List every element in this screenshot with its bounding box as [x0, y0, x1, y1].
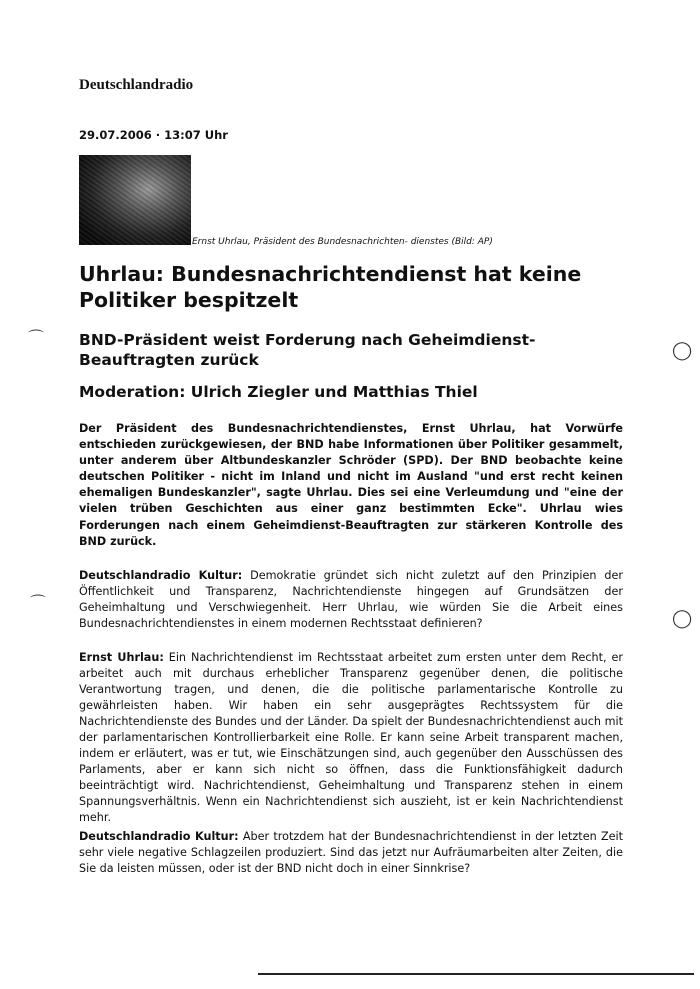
interview-text: Ein Nachrichtendienst im Rechtsstaat arbeitet zum ersten unter dem Recht, er arbeitet auch mit durchaus erheblicher Transparenz gegenüber denen, die politische Verantwortung tragen, und denen, die die politische parlamentarische Kontrolle zu gewährleisten haben. Wir haben ein sehr ausgeprägtes Rechtssystem für die Nachrichtendienste des Bundes und der Länder. Da spielt der Bundesnachrichtendienst auch mit der parlamentarischen Kontrollierbarkeit eine Rolle. Er kann seine Arbeit transparent machen, indem er erläutert, was er tut, wie Einschätzungen sind, auch gegenüber den Ausschüssen des Parlaments, aber er kann sich nicht so öffnen, dass die Funktionsfähigkeit dadurch beeinträchtigt wird. Nachrichtendienst, Geheimhaltung und Transparenz stehen in einem Spannungsverhältnis. Wenn ein Nachrichtendienst sich auszieht, ist er kein Nachrichtendienst mehr. [79, 651, 623, 824]
interview-question [79, 829, 623, 877]
bottom-rule [258, 973, 694, 975]
headline: Uhrlau: Bundesnachrichtendienst hat keine Politiker bespitzelt [79, 262, 582, 312]
hole-punch-mark: ⌒ [28, 328, 45, 347]
interview-text: Demokratie gründet sich nicht zuletzt auf den Prinzipien der Öffentlichkeit und Transparenz, Nachrichtendienste hingegen auf Grundsätzen der Geheimhaltung und Verschwiegenheit. Herr Uhrlau, wie würden Sie die Arbeit eines Bundesnachrichtendienstes in einem modernen Rechtsstaat definieren? [79, 569, 623, 630]
speaker-label: Deutschlandradio Kultur: [79, 830, 239, 843]
hole-punch-mark: ◯ [672, 340, 693, 361]
dateline: 29.07.2006 · 13:07 Uhr [79, 128, 228, 142]
moderation-credit: Moderation: Ulrich Ziegler und Matthias Thiel [79, 383, 478, 401]
interview-text: Aber trotzdem hat der Bundesnachrichtendienst in der letzten Zeit sehr viele negative Schlagzeilen produziert. Sind das jetzt nur Aufräumarbeiten alter Zeiten, die Sie da leisten müssen, oder ist der BND nicht doch in einer Sinnkrise? [79, 830, 623, 875]
lead-paragraph: Der Präsident des Bundesnachrichtendienstes, Ernst Uhrlau, hat Vorwürfe entschieden zurückgewiesen, der BND habe Informationen über Politiker gesammelt, unter anderem über Altbundeskanzler Schröder (SPD). Der BND beobachte keine deutschen Politiker - nicht im Inland und nicht im Ausland "und erst recht keinen ehemaligen Bundeskanzler", sagte Uhrlau. Dies sei eine Verleumdung und "eine der vielen trüben Geschichten aus einer ganz bestimmten Ecke". Uhrlau wies Forderungen nach einem Geheimdienst-Beauftragten zur stärkeren Kontrolle des BND zurück. [79, 422, 623, 548]
publisher-name: Deutschlandradio [79, 77, 194, 93]
subheadline: BND-Präsident weist Forderung nach Geheimdienst-Beauftragten zurück [79, 331, 536, 369]
speaker-label: Deutschlandradio Kultur: [79, 569, 243, 582]
photo-caption: Ernst Uhrlau, Präsident des Bundesnachrichten- dienstes (Bild: AP) [192, 237, 493, 247]
hole-punch-mark: ⌒ [30, 593, 47, 612]
portrait-photo [79, 155, 191, 245]
interview-answer [79, 650, 623, 826]
interview-question [79, 568, 623, 632]
hole-punch-mark: ◯ [672, 608, 693, 629]
speaker-label: Ernst Uhrlau: [79, 651, 164, 664]
